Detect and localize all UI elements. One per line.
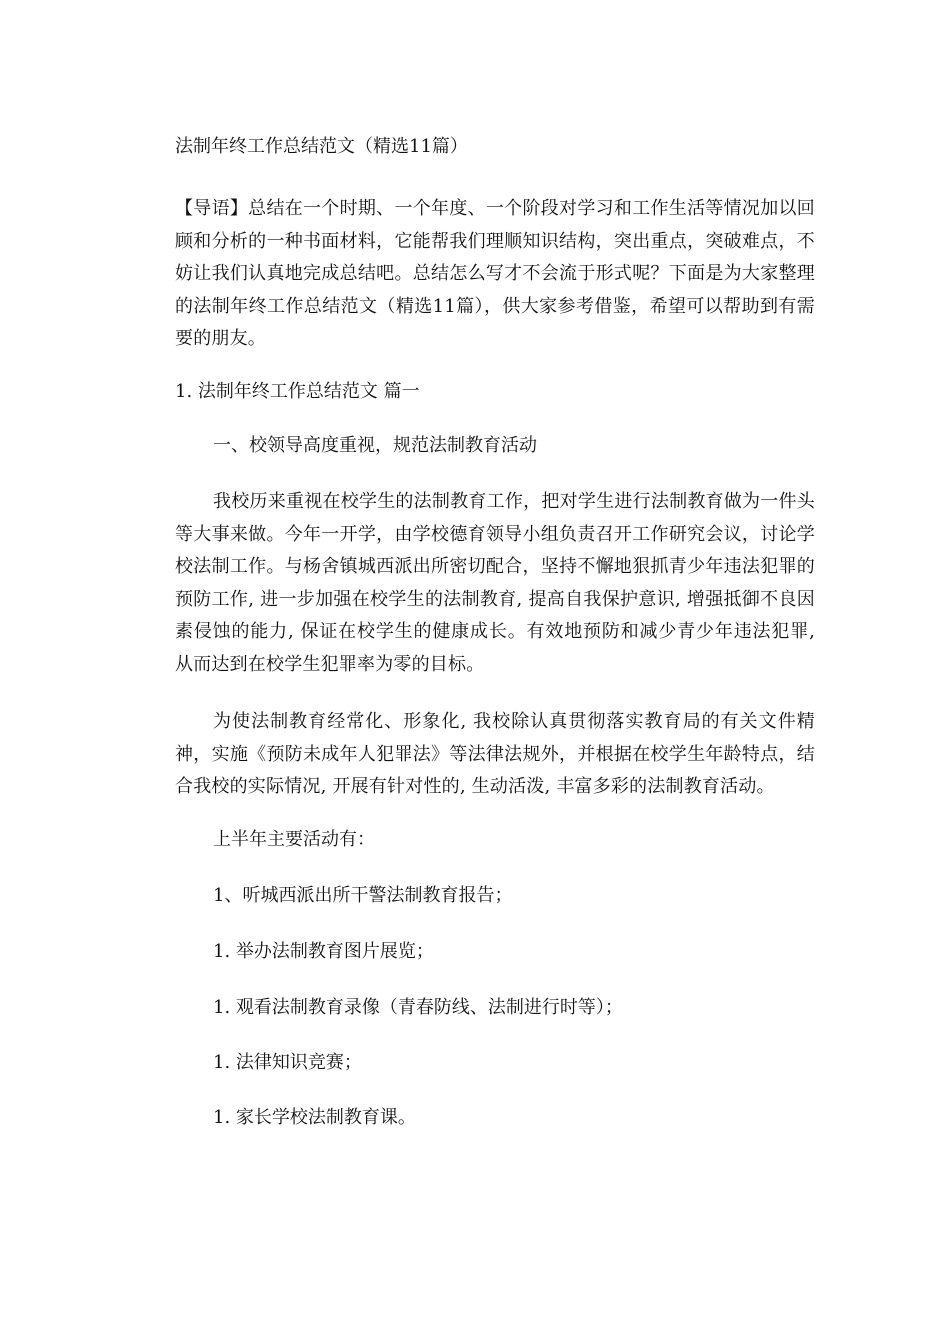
list-item: 1. 举办法制教育图片展览； — [213, 941, 434, 962]
intro-paragraph: 【导语】总结在一个时期、一个年度、一个阶段对学习和工作生活等情况加以回顾和分析的一种书面材料，它能帮我们理顺知识结构，突出重点，突破难点，不妨让我们认真地完成总结吧。总结怎么写才不会流于形式呢？下面是为大家整理的法制年终工作总结范文（精选11篇），供大家参考借鉴，希望可以帮助到有需要的朋友。 — [175, 198, 815, 349]
list-item: 1. 家长学校法制教育课。 — [213, 1107, 416, 1128]
body-paragraph-2: 为使法制教育经常化、形象化, 我校除认真贯彻落实教育局的有关文件精神，实施《预防未成年人犯罪法》等法律法规外，并根据在校学生年龄特点，结合我校的实际情况, 开展有针对性的, 生动活泼, 丰富多彩的法制教育活动。 — [175, 711, 815, 797]
list-item: 1、听城西派出所干警法制教育报告； — [213, 885, 513, 906]
body-paragraph-1: 我校历来重视在校学生的法制教育工作，把对学生进行法制教育做为一件头等大事来做。今年一开学，由学校德育领导小组负责召开工作研究会议，讨论学校法制工作。与杨舍镇城西派出所密切配合，坚持不懈地狠抓青少年违法犯罪的预防工作, 进一步加强在校学生的法制教育, 提高自我保护意识, 增强抵御不良因素侵蚀的能力, 保证在校学生的健康成长。有效地预防和减少青少年违法犯罪, 从而达到在校学生犯罪率为零的目标。 — [175, 491, 815, 675]
activities-heading: 上半年主要活动有： — [213, 829, 375, 850]
section-heading: 1. 法制年终工作总结范文 篇一 — [175, 381, 420, 402]
document-title: 法制年终工作总结范文（精选11篇） — [175, 136, 468, 157]
subheading: 一、校领导高度重视，规范法制教育活动 — [213, 435, 537, 456]
list-item: 1. 法律知识竞赛； — [213, 1052, 362, 1073]
list-item: 1. 观看法制教育录像（青春防线、法制进行时等）； — [213, 997, 623, 1018]
